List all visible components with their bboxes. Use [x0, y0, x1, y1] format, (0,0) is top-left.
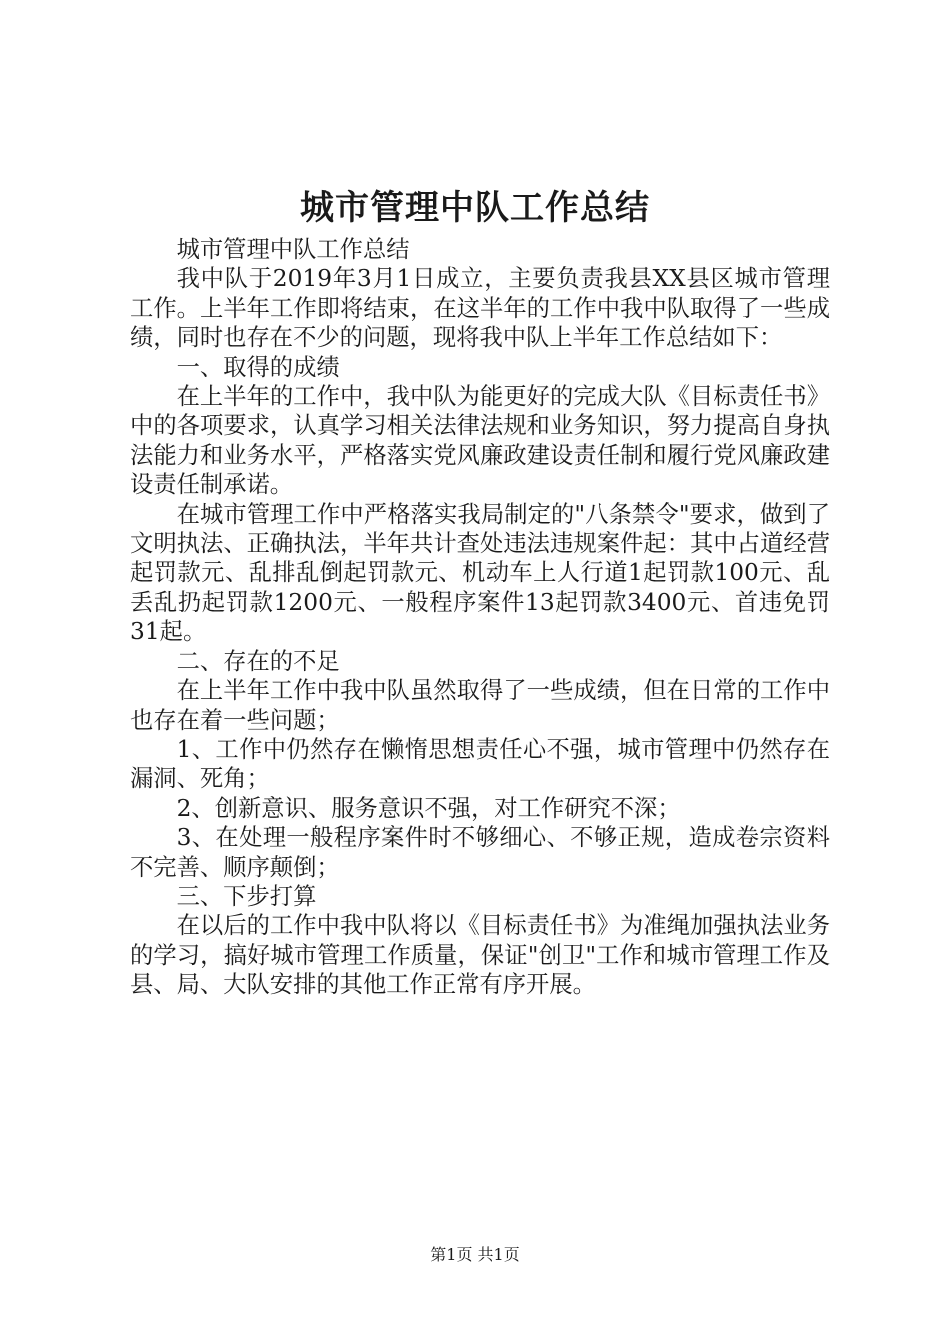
body-paragraph: 在以后的工作中我中队将以《目标责任书》为准绳加强执法业务的学习，搞好城市管理工作质量，保证"创卫"工作和城市管理工作及县、局、大队安排的其他工作正常有序开展。	[130, 912, 830, 999]
body-paragraph: 在城市管理工作中严格落实我局制定的"八条禁令"要求，做到了文明执法、正确执法，半年共计查处违法违规案件起：其中占道经营起罚款元、乱排乱倒起罚款元、机动车上人行道1起罚款100元、乱丢乱扔起罚款1200元、一般程序案件13起罚款3400元、首违免罚31起。	[130, 500, 830, 646]
list-item: 1、工作中仍然存在懒惰思想责任心不强，城市管理中仍然存在漏洞、死角；	[130, 735, 830, 793]
body-paragraph: 在上半年工作中我中队虽然取得了一些成绩，但在日常的工作中也存在着一些问题；	[130, 677, 830, 734]
intro-paragraph: 我中队于2019年3月1日成立，主要负责我县XX县区城市管理工作。上半年工作即将结束，在这半年的工作中我中队取得了一些成绩，同时也存在不少的问题，现将我中队上半年工作总结如下：	[130, 265, 830, 352]
document-title: 城市管理中队工作总结	[300, 188, 650, 228]
body-paragraph: 在上半年的工作中，我中队为能更好的完成大队《目标责任书》中的各项要求，认真学习相关法律法规和业务知识，努力提高自身执法能力和业务水平，严格落实党风廉政建设责任制和履行党风廉政建设责任制承诺。	[130, 383, 830, 499]
document-body	[130, 235, 830, 1000]
list-item: 3、在处理一般程序案件时不够细心、不够正规，造成卷宗资料不完善、顺序颠倒；	[130, 824, 830, 881]
page-footer: 第1页 共1页	[430, 1245, 520, 1264]
section-heading-shortcomings: 二、存在的不足	[176, 647, 340, 675]
subtitle-paragraph: 城市管理中队工作总结	[176, 236, 410, 263]
section-heading-achievements: 一、取得的成绩	[176, 353, 340, 381]
list-item: 2、创新意识、服务意识不强，对工作研究不深；	[176, 794, 681, 822]
section-heading-next-steps: 三、下步打算	[176, 882, 317, 910]
